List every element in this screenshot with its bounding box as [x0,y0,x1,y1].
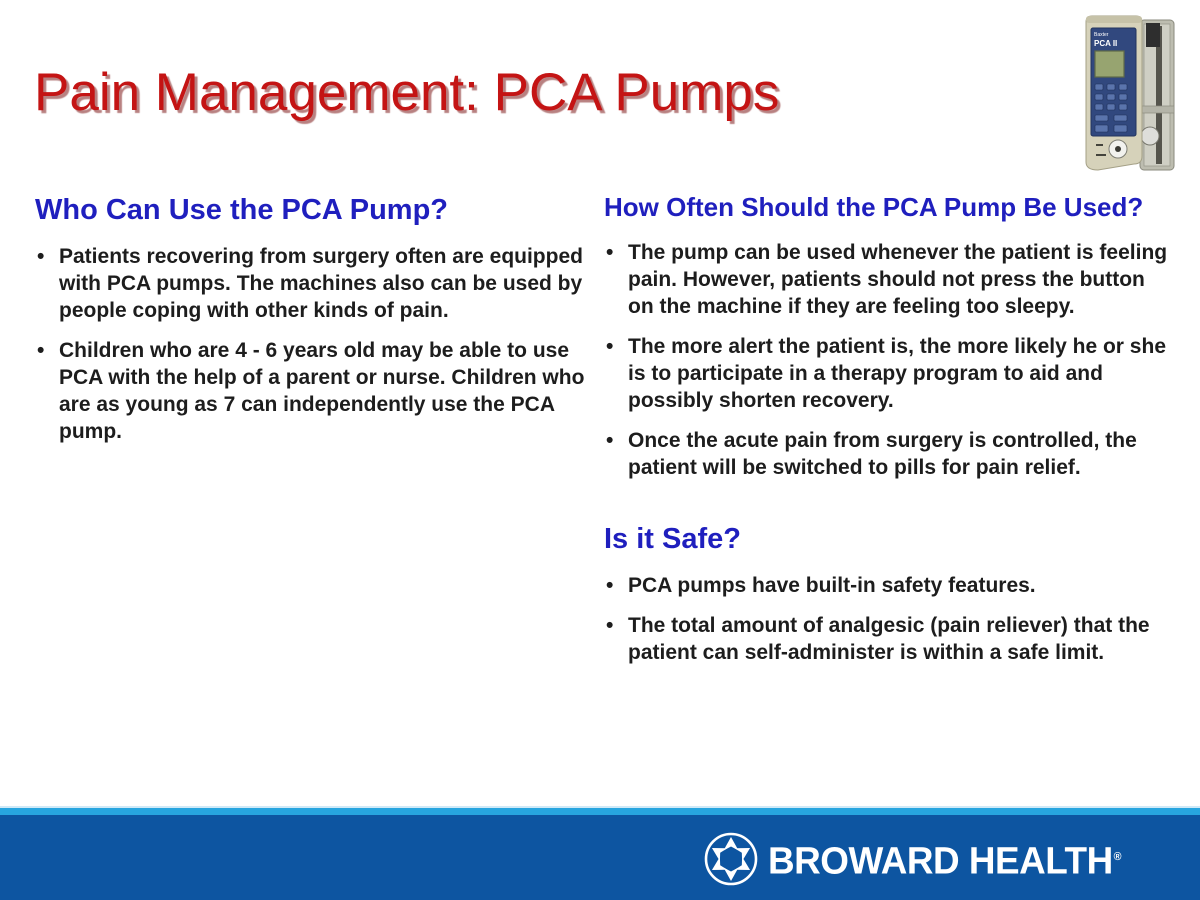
bullet-item: • PCA pumps have built-in safety features. [604,572,1170,599]
brand-name: BROWARD HEALTH [768,840,1113,883]
bullet-list-who-can-use [35,243,590,445]
bullet-list-is-it-safe [604,572,1170,666]
broward-health-star-icon [703,831,759,887]
bullet-list-how-often [604,239,1170,481]
pump-dial-center [1115,146,1121,152]
footer-band [0,806,1200,900]
pump-knob [1141,127,1159,145]
bullet-item: • Once the acute pain from surgery is controlled, the patient will be switched to pills for pain relief. [604,427,1170,481]
bullet-item: • The total amount of analgesic (pain reliever) that the patient can self-administer is within a safe limit. [604,612,1170,666]
left-column [35,194,590,458]
bullet-item: • The pump can be used whenever the patient is feeling pain. However, patients should not press the button on the machine if they are feeling too sleepy. [604,239,1170,320]
section-heading-how-often: How Often Should the PCA Pump Be Used? [604,192,1144,222]
section-heading-is-it-safe: Is it Safe? [604,523,741,555]
pump-dash-mark [1096,144,1103,146]
pump-body-top [1086,16,1142,23]
pump-brand-label: Baxter [1094,32,1109,38]
pump-model-label: PCA II [1094,39,1118,48]
section-is-it-safe [604,523,1170,666]
section-how-often [604,192,1170,481]
section-heading-who-can-use: Who Can Use the PCA Pump? [35,194,448,226]
footer-light-strip [0,808,1200,815]
pca-pump-illustration [1078,8,1178,178]
pump-lcd-screen [1095,51,1124,77]
pump-plunger-top [1146,23,1160,47]
page-title: Pain Management: PCA Pumps [34,63,780,122]
bullet-item: • Patients recovering from surgery often are equipped with PCA pumps. The machines also can be used by people coping with other kinds of pain. [35,243,590,324]
bullet-item: • Children who are 4 - 6 years old may be able to use PCA with the help of a parent or nurse. Children who are as young as 7 can independently use the PCA pump. [35,337,590,445]
broward-health-logo [703,829,1132,890]
bullet-item: • The more alert the patient is, the more likely he or she is to participate in a therapy program to aid and possibly shorten recovery. [604,333,1170,414]
broward-health-wordmark [768,829,1121,890]
section-who-can-use [35,194,590,445]
right-column [604,192,1170,679]
pca-pump-image [1078,8,1178,178]
footer-dark-strip [0,815,1200,900]
pump-dash-mark2 [1096,154,1106,156]
pump-crossbar [1140,106,1174,113]
registered-mark: ® [1113,851,1122,863]
